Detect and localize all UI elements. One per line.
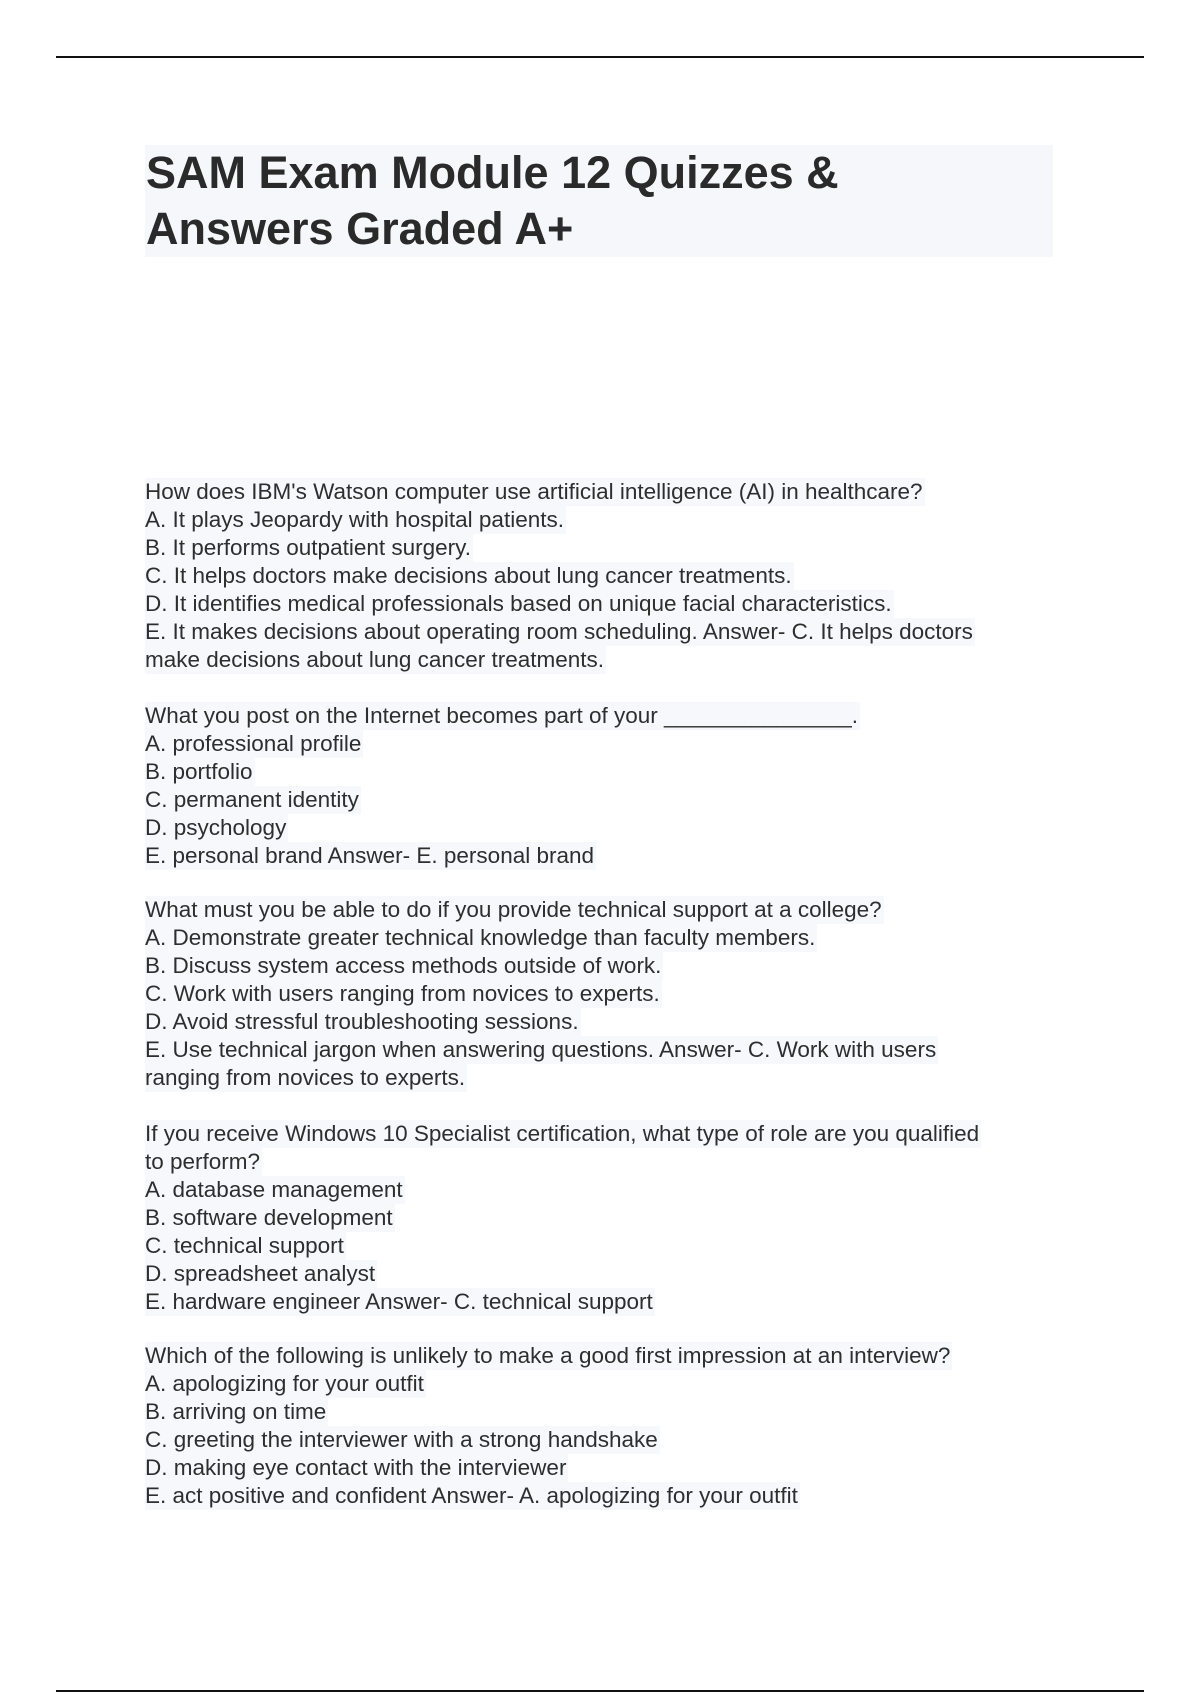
answer-continuation: make decisions about lung cancer treatments.: [145, 647, 604, 672]
document-title: [145, 145, 1053, 257]
option-line: A. professional profile: [145, 731, 362, 756]
question-text: If you receive Windows 10 Specialist certification, what type of role are you qualified: [145, 1121, 980, 1146]
option-line: D. psychology: [145, 815, 287, 840]
question-text: What must you be able to do if you provide technical support at a college?: [145, 897, 882, 922]
question-block-5: [145, 1342, 1065, 1510]
question-text: How does IBM's Watson computer use artificial intelligence (AI) in healthcare?: [145, 479, 923, 504]
option-line: B. arriving on time: [145, 1399, 327, 1424]
question-text: What you post on the Internet becomes part of your _______________.: [145, 703, 858, 728]
title-line-1: SAM Exam Module 12 Quizzes &: [146, 147, 839, 198]
option-line: C. technical support: [145, 1233, 344, 1258]
option-line: D. Avoid stressful troubleshooting sessions.: [145, 1009, 579, 1034]
option-line: B. It performs outpatient surgery.: [145, 535, 471, 560]
option-answer-line: E. act positive and confident Answer- A. apologizing for your outfit: [145, 1483, 798, 1508]
title-line-2: Answers Graded A+: [146, 203, 574, 254]
option-line: A. apologizing for your outfit: [145, 1371, 424, 1396]
question-block-4: [145, 1120, 1065, 1316]
option-answer-line: E. It makes decisions about operating room scheduling. Answer- C. It helps doctors: [145, 619, 973, 644]
option-line: C. It helps doctors make decisions about lung cancer treatments.: [145, 563, 792, 588]
question-block-2: [145, 702, 1065, 870]
option-line: C. permanent identity: [145, 787, 359, 812]
question-continuation: to perform?: [145, 1149, 261, 1174]
option-answer-line: E. Use technical jargon when answering questions. Answer- C. Work with users: [145, 1037, 937, 1062]
option-answer-line: E. personal brand Answer- E. personal brand: [145, 843, 595, 868]
option-answer-line: E. hardware engineer Answer- C. technical support: [145, 1289, 653, 1314]
option-line: B. portfolio: [145, 759, 253, 784]
bottom-rule: [56, 1690, 1144, 1692]
question-block-3: [145, 896, 1065, 1092]
question-block-1: [145, 478, 1065, 674]
option-line: A. It plays Jeopardy with hospital patients.: [145, 507, 564, 532]
option-line: A. database management: [145, 1177, 403, 1202]
question-text: Which of the following is unlikely to make a good first impression at an interview?: [145, 1343, 951, 1368]
option-line: A. Demonstrate greater technical knowledge than faculty members.: [145, 925, 816, 950]
option-line: B. Discuss system access methods outside of work.: [145, 953, 662, 978]
option-line: C. Work with users ranging from novices to experts.: [145, 981, 660, 1006]
option-line: C. greeting the interviewer with a strong handshake: [145, 1427, 658, 1452]
answer-continuation: ranging from novices to experts.: [145, 1065, 466, 1090]
option-line: D. spreadsheet analyst: [145, 1261, 376, 1286]
top-rule: [56, 56, 1144, 58]
option-line: D. making eye contact with the interviewer: [145, 1455, 567, 1480]
option-line: D. It identifies medical professionals based on unique facial characteristics.: [145, 591, 892, 616]
option-line: B. software development: [145, 1205, 393, 1230]
